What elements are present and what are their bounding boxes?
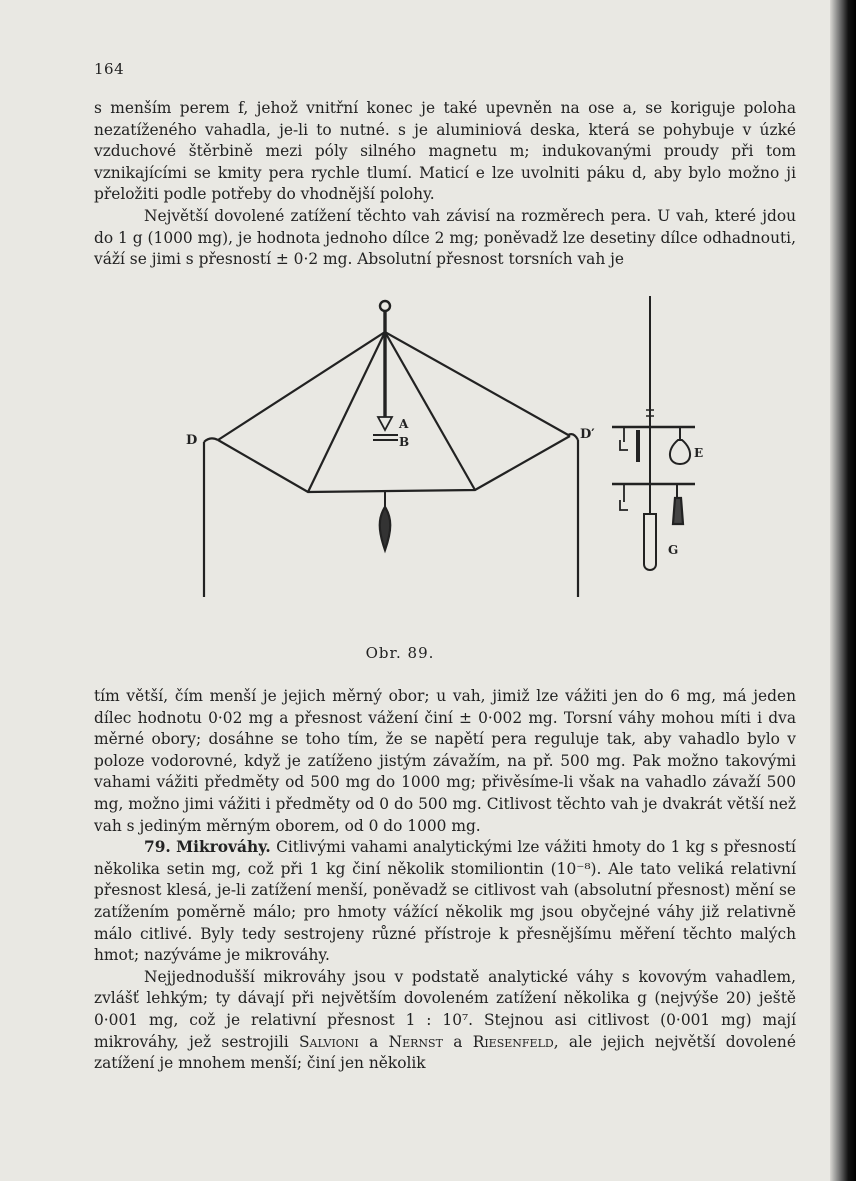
- label-d-prime: D′: [580, 427, 595, 442]
- conjunction-2: a: [453, 1032, 463, 1051]
- label-a: A: [399, 417, 409, 431]
- book-spine-shadow: [830, 0, 856, 1181]
- pan-e: [670, 427, 690, 464]
- paragraph-5-start: Nejjednodušší mikrováhy jsou v podstatě analytické váhy s kovovým vahadlem, zvlášť lehkým; ty dávají při největším dovoleném zatížení několika g (nejvýše 20) ještě 0·001 mg, což je relativní přesnost 1 : 10⁷. Stejnou asi citlivost (0·001 mg) mají mikrováhy, jež sestrojili: [94, 967, 796, 1051]
- label-d: D: [186, 433, 198, 448]
- pointer-triangle: [378, 417, 392, 430]
- label-e: E: [694, 446, 704, 460]
- section-79: [94, 837, 796, 967]
- text-block-top: [94, 98, 796, 271]
- label-b: B: [399, 435, 410, 449]
- paragraph-4: Citlivými vahami analytickými lze vážiti hmoty do 1 kg s přesností několika setin mg, což při 1 kg činí několik stomiliontin (10⁻⁸). Ale tato veliká relativní přesnost klesá, je-li zatížení menší, poněvadž se citlivost vah (absolutní přesnost) mění se zatížením poměrně málo; pro hmoty vážící několik mg jsou obyčejné váhy již relativně málo citlivé. Byly tedy sestrojeny různé přístroje k přesnějšímu měření těchto malých hmot; nazýváme je mikrováhy.: [94, 838, 796, 965]
- frame-bottom-lines: [218, 436, 570, 492]
- weight-g: [644, 514, 656, 570]
- figure-caption: Obr. 89.: [365, 644, 435, 662]
- paragraph-5-end: , ale jejich největší dovolené zatížení je mnohem menší; činí jen několik: [94, 1032, 796, 1073]
- paragraph-3: tím větší, čím menší je jejich měrný obor; u vah, jimiž lze vážiti jen do 6 mg, má jeden dílec hodnotu 0·02 mg a přesnost vážení činí ± 0·002 mg. Torsní váhy mohou míti i dva měrné obory; dosáhne se toho tím, že se napětí pera reguluje tak, aby vahadlo bylo v poloze vodorovné, když je zatíženo jistým závažím, na př. 500 mg. Pak možno takovými vahami vážiti předměty od 500 mg do 1000 mg; přivěsíme-li však na vahadlo závaží 500 mg, možno jimi vážiti i předměty od 0 do 500 mg. Citlivost těchto vah je dvakrát větší než vah s jediným měrným oborem, od 0 do 1000 mg.: [94, 687, 796, 835]
- paragraph-5: [94, 967, 796, 1075]
- label-g: G: [668, 543, 679, 557]
- upper-left-hook: [620, 427, 628, 450]
- frame-inner-right: [385, 332, 475, 490]
- author-riesenfeld: Riesenfeld: [472, 1032, 554, 1051]
- section-title: Mikrováhy.: [176, 838, 271, 857]
- author-salvioni: Salvioni: [299, 1032, 359, 1051]
- figure-89: [180, 292, 740, 662]
- pendulum-weight: [380, 507, 391, 550]
- section-number: 79.: [144, 838, 171, 857]
- top-pivot: [380, 301, 390, 311]
- text-block-bottom: [94, 686, 796, 1075]
- lower-left-hook: [620, 484, 628, 510]
- page-number: 164: [94, 60, 125, 78]
- paragraph-1: s menším perem f, jehož vnitřní konec je také upevněn na ose a, se koriguje poloha nezatíženého vahadla, je-li to nutné. s je aluminiová deska, která se pohybuje v úzké vzduchové štěrbině mezi póly silného magnetu m; indukovanými proudy při tom vznikajícími se kmity pera rychle tlumí. Maticí e lze uvolniti páku d, aby bylo možno ji přeložiti podle potřeby do vhodnější polohy.: [94, 99, 796, 204]
- left-hook: [204, 438, 218, 442]
- balance-diagram: [180, 292, 740, 637]
- lower-right-weight: [673, 498, 683, 524]
- paragraph-2: Největší dovolené zatížení těchto vah závisí na rozměrech pera. U vah, které jdou do 1 g (1000 mg), je hodnota jednoho dílce 2 mg; poněvadž lze desetiny dílce odhadnouti, váží se jimi s přesností ± 0·2 mg. Absolutní přesnost torsních vah je: [94, 206, 796, 269]
- conjunction-1: a: [369, 1032, 379, 1051]
- author-nernst: Nernst: [388, 1032, 443, 1051]
